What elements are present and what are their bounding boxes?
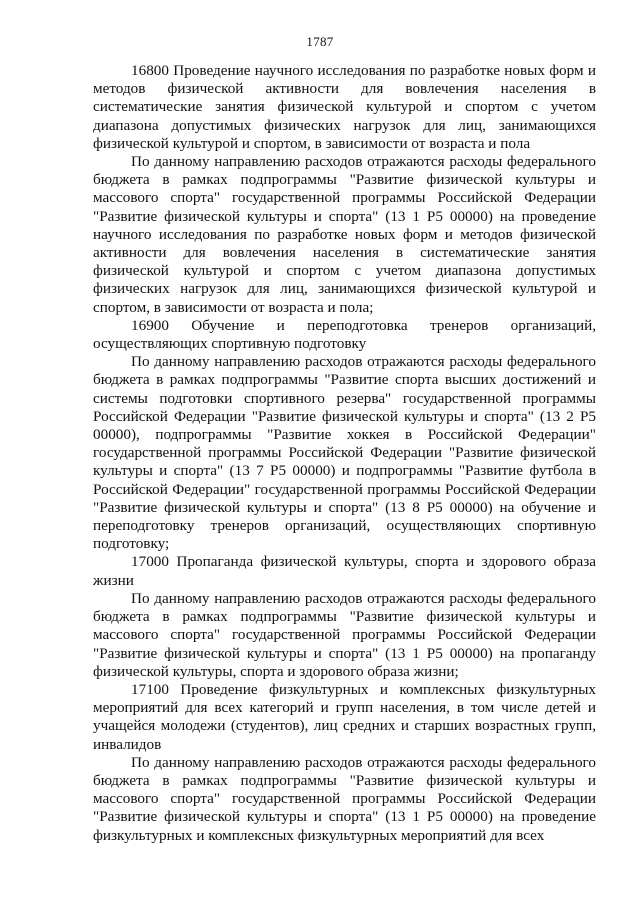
- paragraph-16900-description: По данному направлению расходов отражаются расходы федерального бюджета в рамках подпрограммы "Развитие спорта высших достижений и системы подготовки спортивного резерва" государственной программы Российской Федерации "Развитие физической культуры и спорта" (13 2 Р5 00000), подпрограммы "Развитие хоккея в Российской Федерации" государственной программы Российской Федерации "Развитие физической культуры и спорта" (13 7 Р5 00000) и подпрограммы "Развитие футбола в Российской Федерации" государственной программы Российской Федерации "Развитие физической культуры и спорта" (13 8 Р5 00000) на обучение и переподготовку тренеров организаций, осуществляющих спортивную подготовку;: [93, 353, 596, 553]
- heading-16800: 16800 Проведение научного исследования по разработке новых форм и методов физической активности для вовлечения населения в систематические занятия физической культурой и спортом с учетом диапазона допустимых физических нагрузок для лиц, занимающихся физической культурой и спортом, в зависимости от возраста и пола: [93, 62, 596, 152]
- heading-17100: 17100 Проведение физкультурных и комплексных физкультурных мероприятий для всех категорий и групп населения, в том числе детей и учащейся молодежи (студентов), лиц средних и старших возрастных групп, инвалидов: [93, 680, 596, 753]
- heading-17000: 17000 Пропаганда физической культуры, спорта и здорового образа жизни: [93, 553, 596, 589]
- paragraph-17100-description: По данному направлению расходов отражаются расходы федерального бюджета в рамках подпрограммы "Развитие физической культуры и массового спорта" государственной программы Российской Федерации "Развитие физической культуры и спорта" (13 1 Р5 00000) на проведение физкультурных и комплексных физкультурных мероприятий для всех: [93, 753, 596, 844]
- paragraph-17000-description: По данному направлению расходов отражаются расходы федерального бюджета в рамках подпрограммы "Развитие физической культуры и массового спорта" государственной программы Российской Федерации "Развитие физической культуры и спорта" (13 1 Р5 00000) на пропаганду физической культуры, спорта и здорового образа жизни;: [93, 589, 596, 680]
- document-body: [93, 62, 596, 845]
- heading-16900: 16900 Обучение и переподготовка тренеров организаций, осуществляющих спортивную подготовку: [93, 316, 596, 353]
- paragraph-16800-description: По данному направлению расходов отражаются расходы федерального бюджета в рамках подпрограммы "Развитие физической культуры и массового спорта" государственной программы Российской Федерации "Развитие физической культуры и спорта" (13 1 Р5 00000) на проведение научного исследования по разработке новых форм и методов физической активности для вовлечения населения в систематические занятия физической культурой и спортом с учетом диапазона допустимых физических нагрузок для лиц, занимающихся физической культурой и спортом, в зависимости от возраста и пола;: [93, 153, 596, 316]
- page-number: 1787: [306, 34, 334, 49]
